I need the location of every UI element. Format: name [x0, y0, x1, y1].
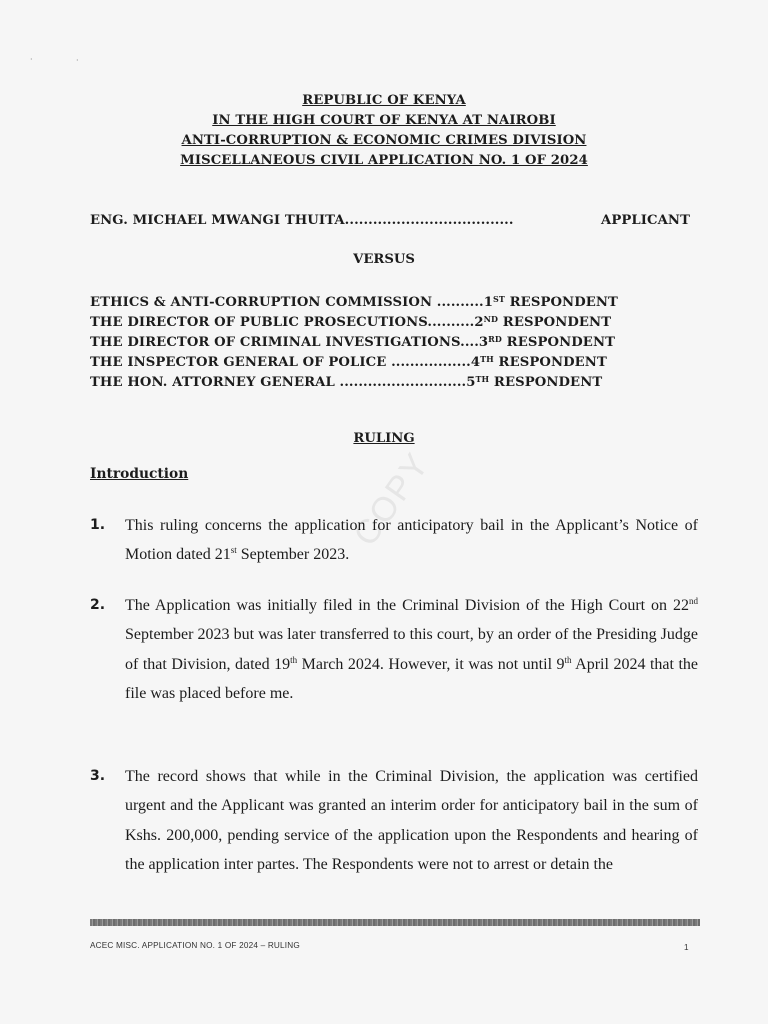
paragraph-body [125, 591, 698, 708]
respondent-name: ETHICS & ANTI-CORRUPTION COMMISSION .......... [90, 295, 484, 310]
respondent-ordinal: 1 [483, 295, 493, 310]
paragraph-3 [90, 762, 698, 879]
respondent-ordinal-suffix: RD [488, 334, 502, 344]
respondent-ordinal-suffix: ND [483, 314, 499, 324]
paragraph-2 [90, 591, 698, 708]
respondent-ordinal-suffix: ST [492, 294, 505, 304]
respondent-name: THE DIRECTOR OF PUBLIC PROSECUTIONS.......... [90, 315, 475, 330]
applicant-name: ENG. MICHAEL MWANGI THUITA.................................... [90, 213, 514, 228]
case-heading [0, 91, 768, 171]
paragraph-text: March 2024. However, it was not until 9 [297, 655, 565, 673]
respondent-ordinal-suffix: TH [480, 354, 494, 364]
ruling-title: RULING [353, 431, 415, 446]
respondent-role: RESPONDENT [498, 315, 612, 330]
respondent-role: RESPONDENT [493, 355, 607, 370]
versus-label: VERSUS [353, 252, 415, 267]
ordinal-superscript: nd [689, 596, 698, 606]
heading-country: REPUBLIC OF KENYA [302, 93, 466, 108]
respondent-ordinal: 4 [470, 355, 481, 370]
heading-case-number: MISCELLANEOUS CIVIL APPLICATION NO. 1 OF 2024 [180, 153, 588, 168]
scan-speck: · [30, 55, 33, 64]
ordinal-superscript: th [564, 654, 572, 665]
applicant-line [90, 211, 690, 231]
paragraph-number: 3. [90, 768, 106, 784]
ordinal-superscript: st [230, 545, 237, 556]
paragraph-1 [90, 511, 698, 570]
respondent-role: RESPONDENT [504, 295, 618, 310]
respondent-line [90, 369, 690, 393]
page-number: 1 [684, 943, 689, 952]
respondent-role: RESPONDENT [501, 335, 616, 350]
paragraph-text: The record shows that while in the Criminal Division, the application was certified urgent and the Applicant was granted an interim order for anticipatory bail in the sum of Kshs. 200,000, pending service of the application upon the Respondents and hearing of the application inter partes. The Respondents were not to arrest or detain the [125, 768, 698, 873]
paragraph-text: April 2024 that the file was placed before me. [125, 655, 698, 702]
copy-watermark: COPY [346, 445, 438, 553]
respondent-name: THE INSPECTOR GENERAL OF POLICE ................. [90, 355, 471, 370]
footer-rule [90, 919, 700, 926]
respondent-ordinal: 2 [474, 315, 484, 330]
paragraph-body [125, 762, 698, 879]
paragraph-body [125, 511, 698, 570]
scan-speck: · [76, 56, 79, 65]
ordinal-superscript: th [290, 654, 298, 665]
paragraph-text: September 2023. [236, 546, 350, 564]
respondent-ordinal: 5 [466, 375, 476, 390]
heading-court: IN THE HIGH COURT OF KENYA AT NAIROBI [212, 113, 556, 128]
section-heading-introduction: Introduction [90, 466, 189, 482]
paragraph-text: The Application was initially filed in the Criminal Division of the High Court on 22 [125, 597, 689, 614]
respondent-name: THE DIRECTOR OF CRIMINAL INVESTIGATIONS.... [90, 335, 479, 350]
respondent-ordinal-suffix: TH [475, 374, 490, 384]
paragraph-text: September 2023 but was later transferred to this court, by an order of the Presiding Judge of that Division, dated 19 [125, 626, 698, 673]
paragraph-number: 2. [90, 597, 106, 613]
respondent-role: RESPONDENT [489, 375, 603, 390]
respondent-ordinal: 3 [478, 335, 489, 350]
footer-text: ACEC MISC. APPLICATION NO. 1 OF 2024 – RULING [90, 941, 300, 950]
paragraph-number: 1. [90, 517, 106, 533]
respondent-name: THE HON. ATTORNEY GENERAL ........................... [90, 375, 467, 390]
heading-division: ANTI-CORRUPTION & ECONOMIC CRIMES DIVISION [181, 133, 587, 148]
paragraph-text: This ruling concerns the application for anticipatory bail in the Applicant’s Notice of Motion dated 21 [125, 517, 698, 564]
applicant-role: APPLICANT [600, 213, 690, 228]
